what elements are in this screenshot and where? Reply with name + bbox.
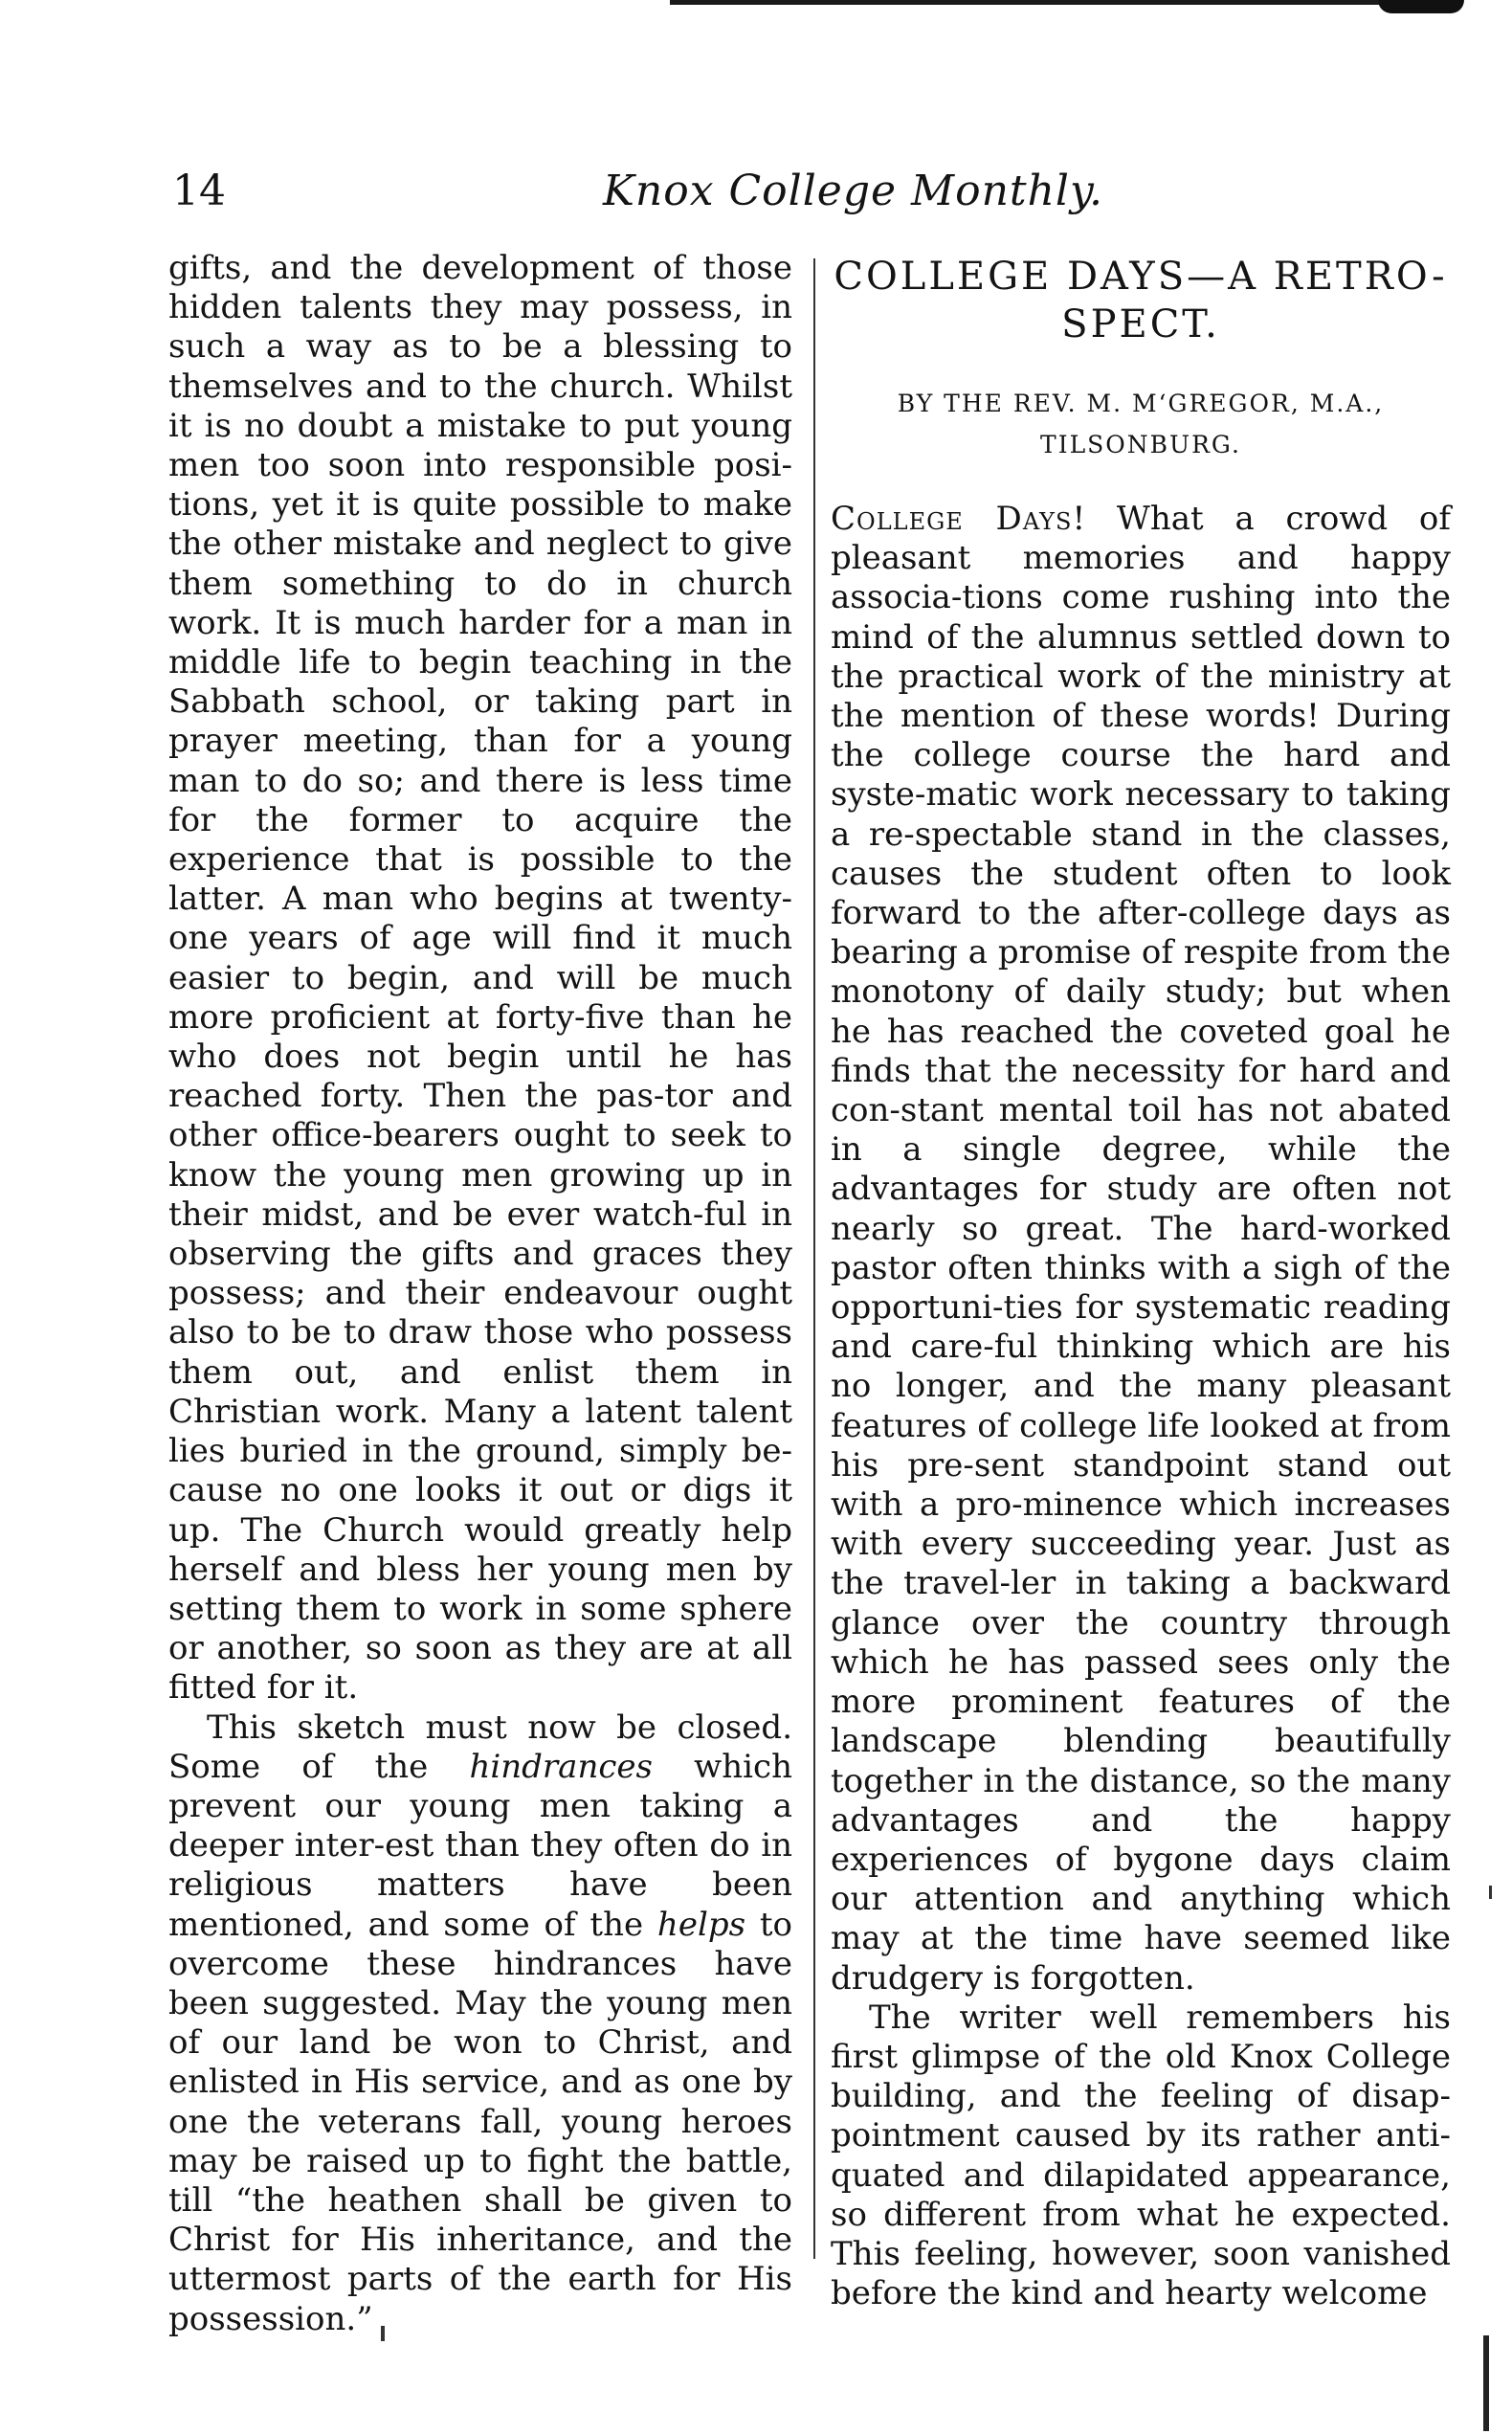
top-edge-rule bbox=[670, 0, 1455, 5]
column-divider bbox=[813, 258, 815, 2259]
article-title: COLLEGE DAYS—A RETRO-SPECT. bbox=[834, 255, 1448, 346]
hindrances-emphasis: hindrances bbox=[469, 1747, 653, 1786]
stray-ink-mark bbox=[381, 2326, 385, 2341]
left-paragraph-2 bbox=[168, 1708, 792, 2339]
article-byline-place: TILSONBURG. bbox=[1040, 431, 1241, 458]
left-paragraph-2-part-c: to overcome these hindrances have been suggested. May the young men of our land be won to Christ, and enlisted in His service, and as one by one the veterans fall, young heroes may be raised up to fight the battle, till “the heathen shall be given to Christ for His inheritance, and the uttermost parts of the earth for His possession.” bbox=[168, 1905, 792, 2338]
page-header bbox=[172, 161, 1435, 228]
top-edge-ink-mark bbox=[1378, 0, 1464, 13]
right-paragraph-2: The writer well remembers his first glimpse of the old Knox College building, and the feeling of disap-pointment caused by its rather anti-quated and dilapidated appearance, so different from what he expected. This feeling, however, soon vanished before the kind and hearty welcome bbox=[831, 1998, 1451, 2313]
opening-small-caps: College Days bbox=[831, 500, 1073, 538]
left-paragraph-2-part-a: This sketch must now be closed. Some of the bbox=[168, 1708, 792, 1786]
margin-ink-mark bbox=[1489, 1886, 1492, 1899]
left-paragraph-2-part-b: which prevent our young men taking a deeper inter-est than they often do in religious matters have been mentioned, and some of the bbox=[168, 1747, 792, 1944]
edge-ink-mark bbox=[1483, 2335, 1489, 2431]
left-column bbox=[168, 249, 792, 2339]
page-number: 14 bbox=[172, 167, 226, 215]
running-title: Knox College Monthly. bbox=[603, 167, 1104, 215]
right-column bbox=[831, 253, 1451, 2313]
left-paragraph-1: gifts, and the development of those hidden talents they may possess, in such a way as to be a blessing to themselves and to the church. Whilst it is no doubt a mistake to put young men too soon into responsible posi-tions, yet it is quite possible to make the other mistake and neglect to give them something to do in church work. It is much harder for a man in middle life to begin teaching in the Sabbath school, or taking part in prayer meeting, than for a young man to do so; and there is less time for the former to acquire the experience that is possible to the latter. A man who begins at twenty-one years of age will find it much easier to begin, and will be much more proficient at forty-five than he who does not begin until he has reached forty. Then the pas-tor and other office-bearers ought to seek to know the young men growing up in their midst, and be ever watch-ful in observing the gifts and graces they possess; and their endeavour ought also to be to draw those who possess them out, and enlist them in Christian work. Many a latent talent lies buried in the ground, simply be-cause no one looks it out or digs it up. The Church would greatly help herself and bless her young men by setting them to work in some sphere or another, so soon as they are at all fitted for it. bbox=[168, 249, 792, 1708]
right-paragraph-1 bbox=[831, 500, 1451, 1999]
helps-emphasis: helps bbox=[656, 1905, 746, 1944]
right-paragraph-1-body: ! What a crowd of pleasant memories and happy associa-tions come rushing into the mind of the alumnus settled down to the practical work of the ministry at the mention of these words! During the college course the hard and syste-matic work necessary to taking a re-spectable stand in the classes, causes the student often to look forward to the after-college days as bearing a promise of respite from the monotony of daily study; but when he has reached the coveted goal he finds that the necessity for hard and con-stant mental toil has not abated in a single degree, while the advantages for study are often not nearly so great. The hard-worked pastor often thinks with a sigh of the opportuni-ties for systematic reading and care-ful thinking which are his no longer, and the many pleasant features of college life looked at from his pre-sent standpoint stand out with a pro-minence which increases with every succeeding year. Just as the travel-ler in taking a backward glance over the country through which he has passed sees only the more prominent features of the landscape blending beautifully together in the distance, so the many advantages and the happy experiences of bygone days claim our attention and anything which may at the time have seemed like drudgery is forgotten. bbox=[831, 500, 1451, 1998]
article-byline: BY THE REV. M. M‘GREGOR, M.A., bbox=[897, 390, 1385, 417]
